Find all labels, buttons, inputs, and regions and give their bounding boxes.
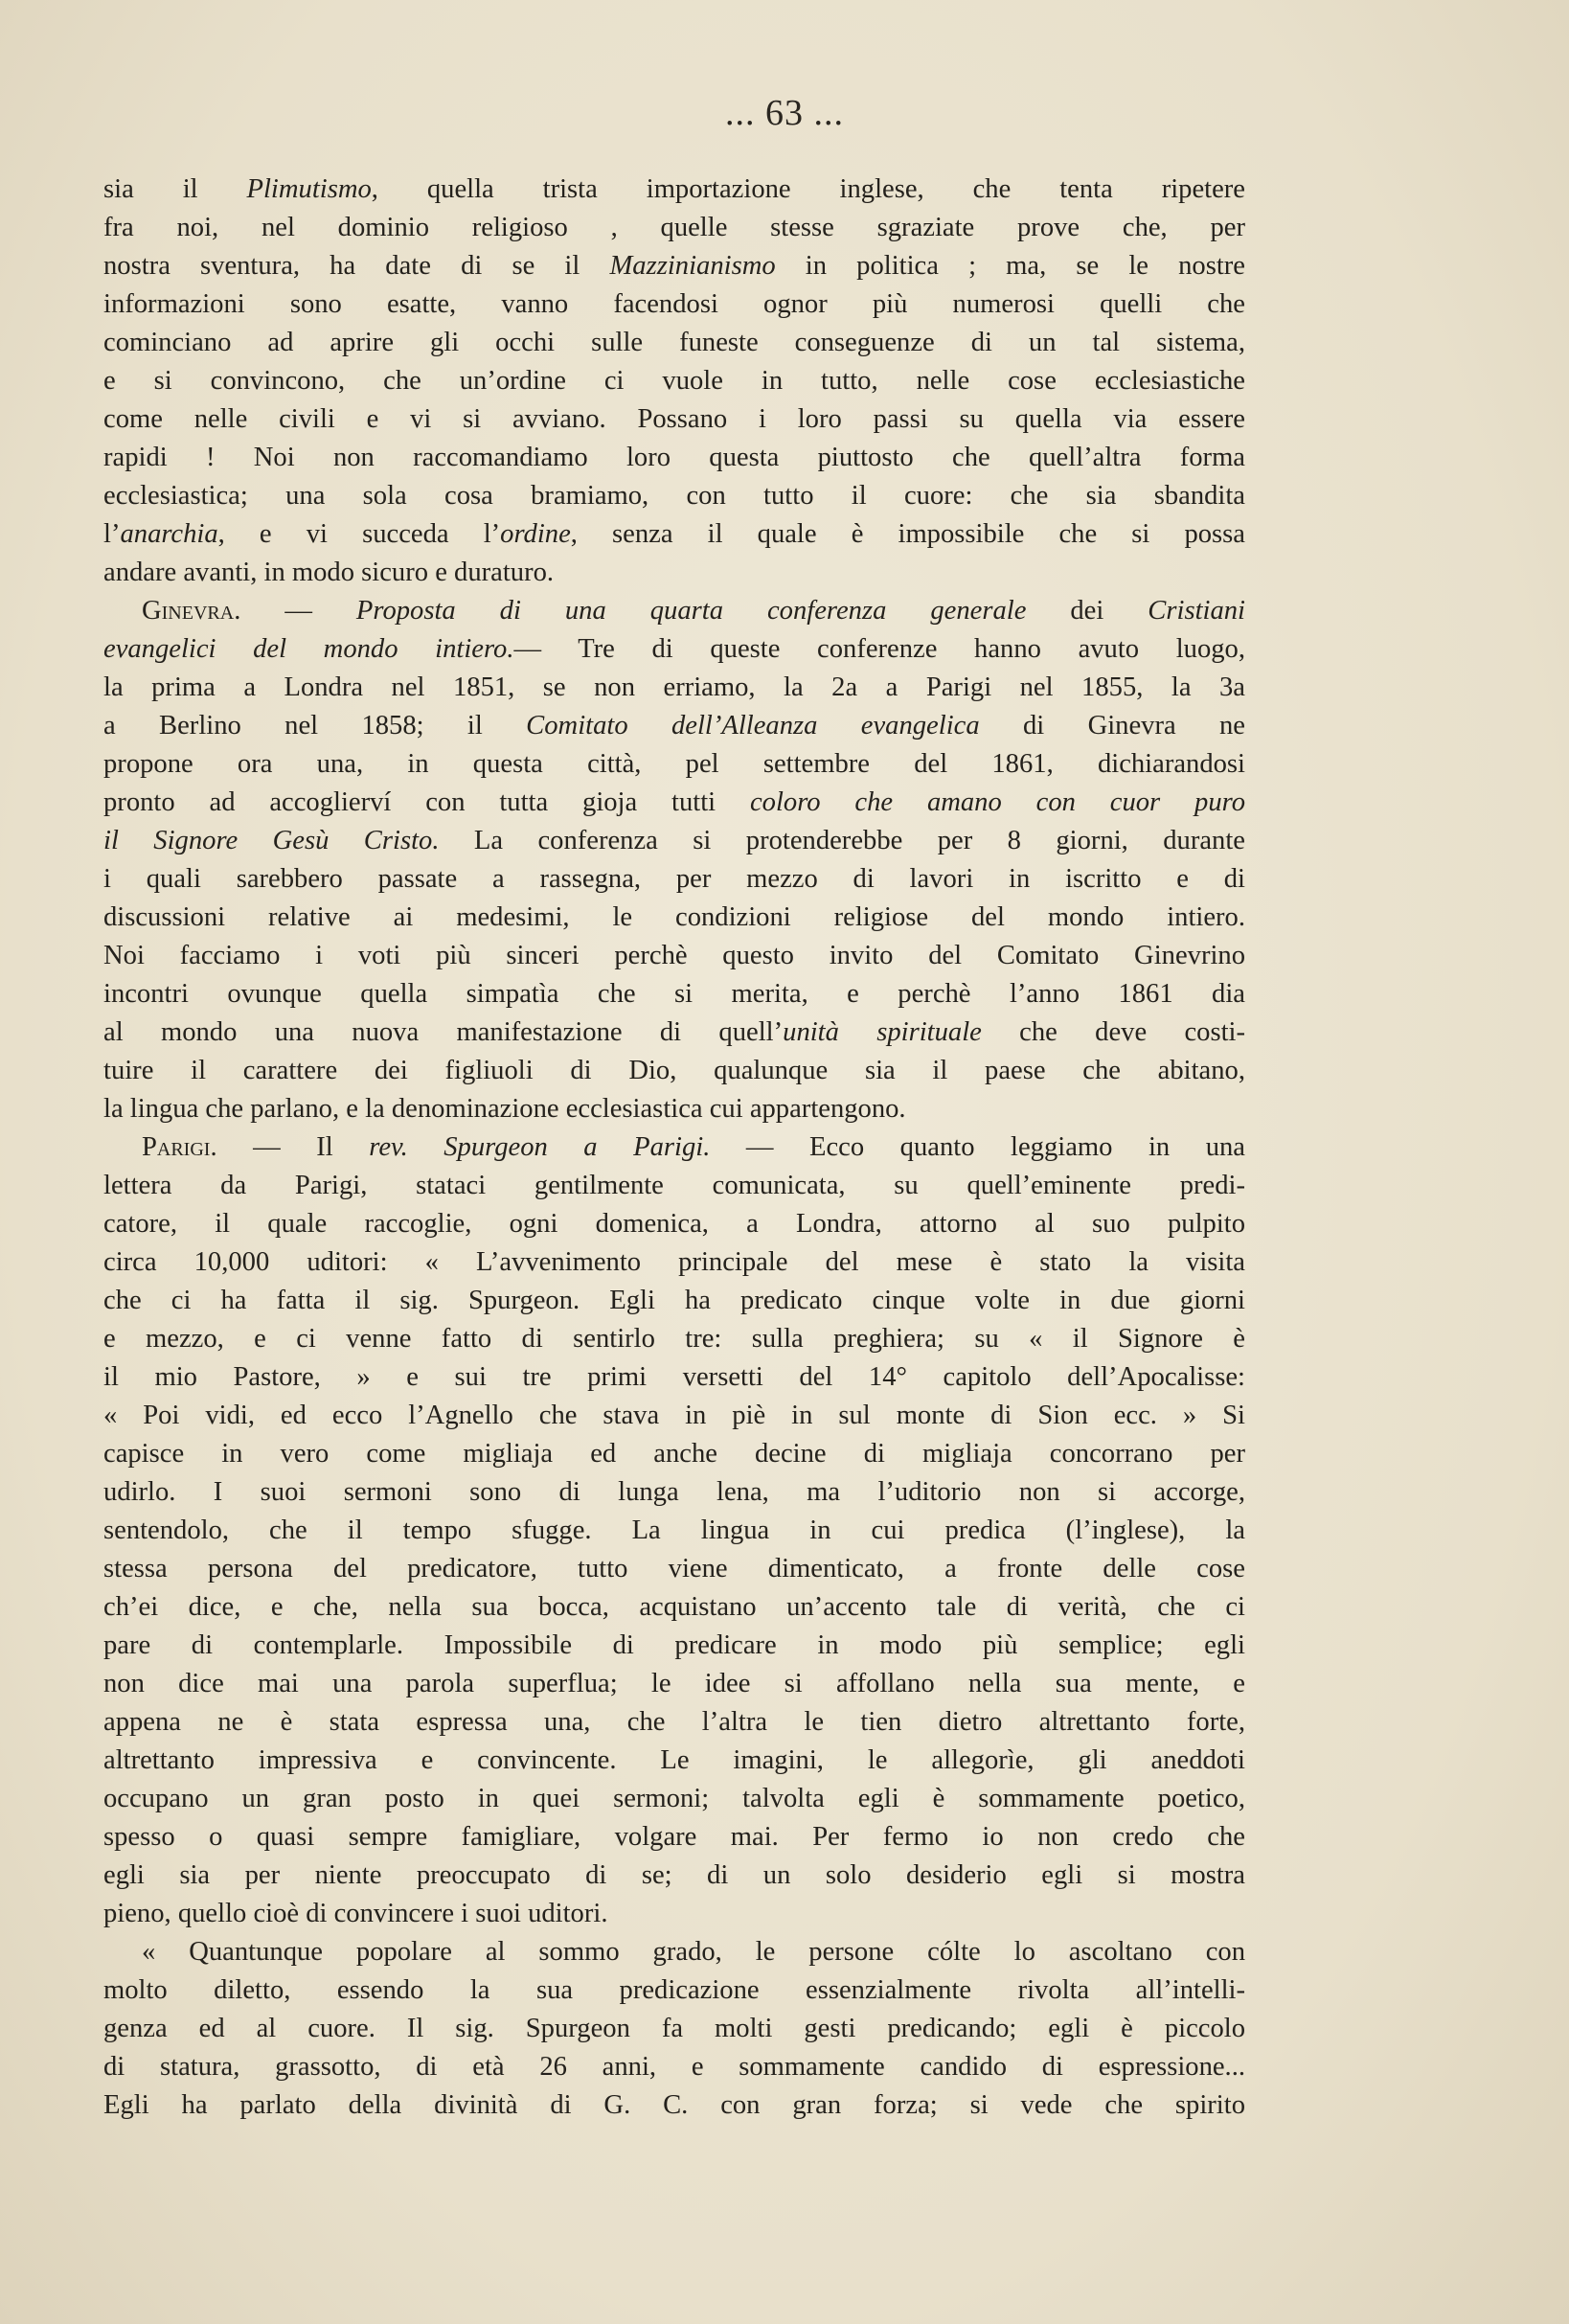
text-run: , senza il quale è impossibile che si possa: [570, 519, 1245, 549]
text-run: — Tre di queste conferenze hanno avuto luogo,: [513, 634, 1245, 664]
text-run: a Berlino nel 1858; il: [103, 711, 527, 740]
text-line: [103, 209, 1245, 247]
text-run: di statura, grassotto, di età 26 anni, e sommamente candido di espressione...: [103, 2052, 1245, 2082]
text-run: capisce in vero come migliaja ed anche decine di migliaja concorrano per: [103, 1439, 1245, 1469]
text-line: [103, 669, 1245, 707]
text-line: [103, 1282, 1245, 1320]
text-line: [103, 1857, 1245, 1895]
text-run: Noi facciamo i voti più sinceri perchè questo invito del Comitato Ginevrino: [103, 941, 1245, 970]
text-run: la lingua che parlano, e la denominazione ecclesiastica cui appartengono.: [103, 1094, 906, 1124]
text-line: [103, 860, 1245, 899]
text-line: [103, 1243, 1245, 1282]
text-run: e si convincono, che un’ordine ci vuole in tutto, nelle cose ecclesiastiche: [103, 366, 1245, 396]
text-line: [103, 1627, 1245, 1665]
text-run: circa 10,000 uditori: « L’avvenimento principale del mese è stato la visita: [103, 1247, 1245, 1277]
text-run: occupano un gran posto in quei sermoni; talvolta egli è sommamente poetico,: [103, 1784, 1245, 1813]
text-run: il mio Pastore, » e sui tre primi versetti del 14° capitolo dell’Apocalisse:: [103, 1362, 1245, 1392]
text-line: [103, 400, 1245, 439]
italic-text: unità spirituale: [783, 1017, 982, 1047]
text-line: [103, 1320, 1245, 1358]
text-line: [103, 477, 1245, 515]
text-run: tuire il carattere dei figliuoli di Dio, qualunque sia il paese che abitano,: [103, 1056, 1245, 1085]
italic-text: Plimutismo: [246, 174, 372, 204]
text-run: dei: [1026, 596, 1148, 626]
text-run: catore, il quale raccoglie, ogni domenica, a Londra, attorno al suo pulpito: [103, 1209, 1245, 1239]
text-run: lettera da Parigi, stataci gentilmente comunicata, su quell’eminente predi-: [103, 1171, 1245, 1200]
text-run: discussioni relative ai medesimi, le condizioni religiose del mondo intiero.: [103, 902, 1245, 932]
text-line: [103, 1205, 1245, 1243]
italic-text: rev. Spurgeon a Parigi.: [369, 1132, 711, 1162]
text-run: udirlo. I suoi sermoni sono di lunga lena, ma l’uditorio non si accorge,: [103, 1477, 1245, 1507]
text-line: [103, 1665, 1245, 1703]
text-line: [103, 1742, 1245, 1780]
text-run: la prima a Londra nel 1851, se non erriamo, la 2a a Parigi nel 1855, la 3a: [103, 672, 1245, 702]
text-run: « Quantunque popolare al sommo grado, le persone cólte lo ascoltano con: [142, 1937, 1245, 1967]
text-line: [103, 1397, 1245, 1435]
text-line: [103, 1703, 1245, 1742]
text-line: [103, 171, 1245, 209]
italic-text: Cristiani: [1148, 596, 1245, 626]
text-line: [103, 2010, 1245, 2048]
text-run: cominciano ad aprire gli occhi sulle funeste conseguenze di un tal sistema,: [103, 328, 1245, 357]
text-run: nostra sventura, ha date di se il: [103, 251, 610, 281]
text-line: [103, 899, 1245, 937]
text-line: [103, 1933, 1245, 1971]
italic-text: coloro che amano con cuor puro: [749, 787, 1245, 817]
text-run: molto diletto, essendo la sua predicazione essenzialmente rivolta all’intelli-: [103, 1975, 1245, 2005]
italic-text: Comitato dell’Alleanza evangelica: [526, 711, 980, 740]
italic-text: evangelici del mondo intiero.: [103, 634, 514, 664]
text-run: che deve costi-: [981, 1017, 1245, 1047]
text-run: pronto ad accoglierví con tutta gioja tutti: [103, 787, 750, 817]
text-line: [103, 1588, 1245, 1627]
text-line: [103, 1512, 1245, 1550]
text-run: i quali sarebbero passate a rassegna, per mezzo di lavori in iscritto e di: [103, 864, 1245, 894]
text-line: [103, 1780, 1245, 1818]
body-text: [103, 171, 1245, 2125]
text-run: propone ora una, in questa città, pel settembre del 1861, dichiarandosi: [103, 749, 1245, 779]
text-run: stessa persona del predicatore, tutto viene dimenticato, a fronte delle cose: [103, 1554, 1245, 1584]
text-run: La conferenza si protenderebbe per 8 giorni, durante: [439, 826, 1245, 855]
text-run: come nelle civili e vi si avviano. Possano i loro passi su quella via essere: [103, 404, 1245, 434]
text-run: ch’ei dice, e che, nella sua bocca, acquistano un’accento tale di verità, che ci: [103, 1592, 1245, 1622]
text-run: in politica ; ma, se le nostre: [775, 251, 1245, 281]
text-run: , quella trista importazione inglese, che tenta ripetere: [371, 174, 1245, 204]
text-line: [103, 937, 1245, 975]
text-line: [103, 2086, 1245, 2125]
text-line: [103, 285, 1245, 324]
text-line: [103, 2048, 1245, 2086]
text-run: sia il: [103, 174, 247, 204]
text-run: altrettanto impressiva e convincente. Le imagini, le allegorìe, gli aneddoti: [103, 1745, 1245, 1775]
text-run: appena ne è stata espressa una, che l’altra le tien dietro altrettanto forte,: [103, 1707, 1245, 1737]
text-run: ecclesiastica; una sola cosa bramiamo, con tutto il cuore: che sia sbandita: [103, 481, 1245, 511]
text-run: — Il: [216, 1132, 370, 1162]
text-line: [103, 822, 1245, 860]
text-run: non dice mai una parola superflua; le idee si affollano nella sua mente, e: [103, 1669, 1245, 1698]
text-run: andare avanti, in modo sicuro e duraturo.: [103, 558, 555, 587]
text-line: [103, 1435, 1245, 1473]
italic-text: ordine: [500, 519, 571, 549]
italic-text: Mazzinianismo: [609, 251, 776, 281]
text-line: [103, 630, 1245, 669]
italic-text: Proposta di una quarta conferenza generale: [355, 596, 1027, 626]
text-line: [103, 975, 1245, 1014]
text-run: sentendolo, che il tempo sfugge. La lingua in cui predica (l’inglese), la: [103, 1515, 1245, 1545]
text-run: l’: [103, 519, 121, 549]
text-line: [103, 1090, 1245, 1128]
text-line: [103, 1358, 1245, 1397]
text-run: genza ed al cuore. Il sig. Spurgeon fa molti gesti predicando; egli è piccolo: [103, 2014, 1245, 2043]
section-heading-place: Ginevra.: [142, 596, 241, 626]
text-run: , e vi succeda l’: [217, 519, 501, 549]
text-line: [103, 784, 1245, 822]
text-run: « Poi vidi, ed ecco l’Agnello che stava in piè in sul monte di Sion ecc. » Si: [103, 1401, 1245, 1430]
text-line: [103, 1167, 1245, 1205]
text-line: [103, 1052, 1245, 1090]
text-run: incontri ovunque quella simpatìa che si merita, e perchè l’anno 1861 dia: [103, 979, 1245, 1009]
text-run: Egli ha parlato della divinità di G. C. con gran forza; si vede che spirito: [103, 2090, 1245, 2120]
text-run: informazioni sono esatte, vanno facendosi ognor più numerosi quelli che: [103, 289, 1245, 319]
text-line: [103, 745, 1245, 784]
text-run: fra noi, nel dominio religioso , quelle stesse sgraziate prove che, per: [103, 213, 1245, 242]
text-line: [103, 515, 1245, 554]
italic-text: il Signore Gesù Cristo.: [103, 826, 440, 855]
text-run: spesso o quasi sempre famigliare, volgare mai. Per fermo io non credo che: [103, 1822, 1245, 1852]
text-line: [103, 439, 1245, 477]
text-line: [103, 247, 1245, 285]
text-run: egli sia per niente preoccupato di se; di un solo desiderio egli si mostra: [103, 1860, 1245, 1890]
text-run: che ci ha fatta il sig. Spurgeon. Egli ha predicato cinque volte in due giorni: [103, 1286, 1245, 1315]
text-line: [103, 1550, 1245, 1588]
text-run: pare di contemplarle. Impossibile di predicare in modo più semplice; egli: [103, 1630, 1245, 1660]
text-line: [103, 1014, 1245, 1052]
text-line: [103, 1971, 1245, 2010]
text-line: [103, 554, 1245, 592]
italic-text: anarchia: [120, 519, 218, 549]
text-line: [103, 362, 1245, 400]
text-line: [103, 1473, 1245, 1512]
text-line: [103, 592, 1245, 630]
text-run: —: [240, 596, 356, 626]
text-line: [103, 707, 1245, 745]
text-line: [103, 1818, 1245, 1857]
text-run: al mondo una nuova manifestazione di quell’: [103, 1017, 784, 1047]
text-run: rapidi ! Noi non raccomandiamo loro questa piuttosto che quell’altra forma: [103, 443, 1245, 472]
text-run: — Ecco quanto leggiamo in una: [710, 1132, 1245, 1162]
text-run: e mezzo, e ci venne fatto di sentirlo tre: sulla preghiera; su « il Signore è: [103, 1324, 1245, 1354]
section-heading-place: Parigi.: [142, 1132, 217, 1162]
page-number-header: ... 63 ...: [725, 93, 844, 133]
text-run: pieno, quello cioè di convincere i suoi uditori.: [103, 1899, 608, 1928]
text-run: di Ginevra ne: [979, 711, 1245, 740]
text-line: [103, 324, 1245, 362]
text-line: [103, 1128, 1245, 1167]
text-line: [103, 1895, 1245, 1933]
